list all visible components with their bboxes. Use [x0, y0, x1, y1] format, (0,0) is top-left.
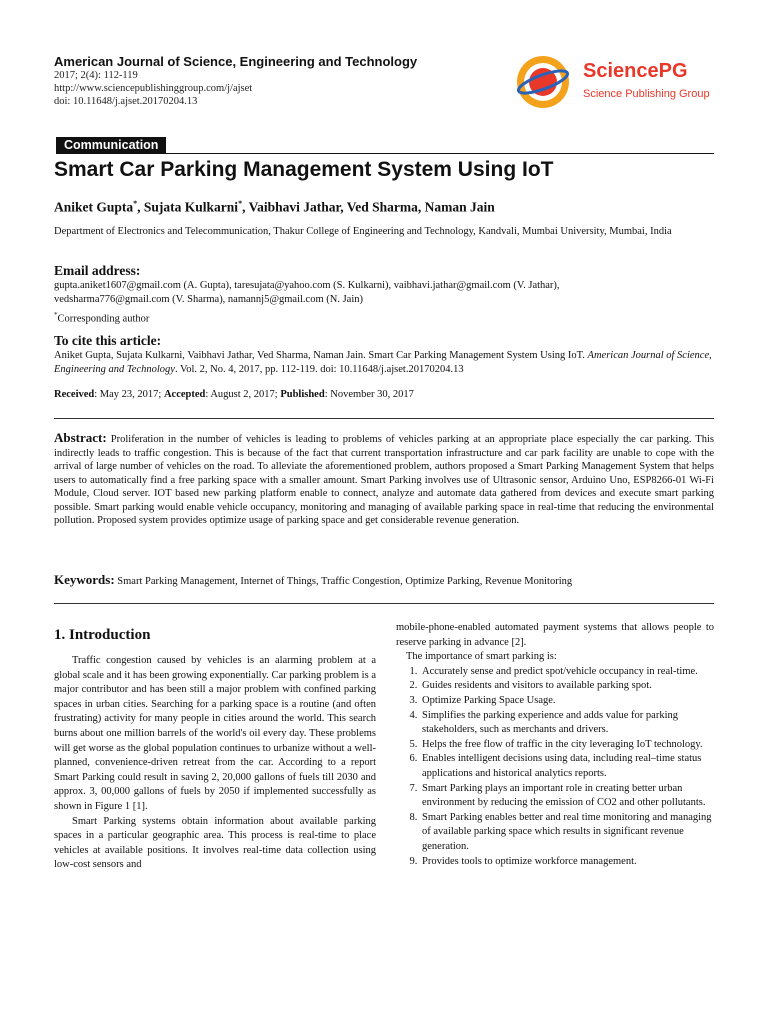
author-list: Aniket Gupta*, Sujata Kulkarni*, Vaibhavi Jathar, Ved Sharma, Naman Jain	[54, 199, 495, 215]
citation-details: . Vol. 2, No. 4, 2017, pp. 112-119. doi: 10.11648/j.ajset.20170204.13	[174, 363, 464, 375]
author-1: Aniket Gupta	[54, 199, 134, 215]
right-column	[396, 621, 714, 869]
divider-bottom	[54, 603, 714, 604]
affiliation: Department of Electronics and Telecommunication, Thakur College of Engineering and Technology, Kandvali, Mumbai University, Mumbai, India	[54, 226, 672, 237]
citation-text	[54, 349, 714, 376]
corresponding-mark: *	[133, 199, 138, 208]
list-item: 3. Optimize Parking Space Usage.	[420, 694, 714, 709]
list-item: 1. Accurately sense and predict spot/vehicle occupancy in real-time.	[420, 665, 714, 680]
email-heading: Email address:	[54, 263, 141, 278]
author-2: Sujata Kulkarni	[143, 199, 239, 215]
intro-paragraph-1: Traffic congestion caused by vehicles is an alarming problem at a global scale and it has been growing exponentially. Car parking problem is a major contributor and has been still a major problem with confined parking spaces in urban cities. Searching for a parking space is a routine (and often frustrating) activity for many people in cities around the world. This search burns about one million barrels of the world's oil every day. These problems will get worse as the global population continues to urbanize without a well-planned, convenience-driven retreat from the car. According to a report Smart Parking could result in saving 2, 20,000 gallons of fuels till 2030 and approx. 3, 00,000 gallons of fuels by 2050 if implemented successfully as shown in Figure 1 [1].	[54, 655, 376, 812]
email-line-1[interactable]: gupta.aniket1607@gmail.com (A. Gupta), taresujata@yahoo.com (S. Kulkarni), vaibhavi.jathar@gmail.com (V. Jathar),	[54, 280, 560, 291]
keywords-text: Smart Parking Management, Internet of Things, Traffic Congestion, Optimize Parking, Revenue Monitoring	[117, 576, 573, 587]
sciencepg-logo	[515, 54, 715, 110]
list-item: 8. Smart Parking enables better and real time monitoring and managing of available parking space which results in significant revenue generation.	[420, 811, 714, 855]
article-type-badge: Communication	[56, 137, 166, 153]
logo-name: SciencePG	[583, 60, 688, 82]
paper-title: Smart Car Parking Management System Using IoT	[54, 158, 554, 181]
article-dates	[54, 389, 414, 400]
intro-heading: 1. Introduction	[54, 627, 151, 643]
list-intro: The importance of smart parking is:	[406, 651, 557, 663]
list-item: 9. Provides tools to optimize workforce management.	[420, 855, 714, 870]
journal-url[interactable]: http://www.sciencepublishinggroup.com/j/ajset	[54, 83, 253, 94]
published-date: : November 30, 2017	[324, 389, 414, 400]
email-block	[54, 279, 714, 326]
list-item: 4. Simplifies the parking experience and adds value for parking stakeholders, such as merchants and drivers.	[420, 709, 714, 738]
cite-heading: To cite this article:	[54, 333, 162, 348]
intro-paragraph-3: mobile-phone-enabled automated payment systems that allows people to reserve parking in advance [2].	[396, 622, 714, 648]
published-label: Published	[280, 389, 325, 400]
journal-title: American Journal of Science, Engineering and Technology	[54, 54, 418, 69]
abstract-label: Abstract:	[54, 430, 107, 445]
corresponding-mark: *	[54, 311, 58, 319]
abstract-text: Proliferation in the number of vehicles is leading to problems of vehicles parking at an appropriate place especially the car parking. This indirectly leads to traffic congestion. This is because of the fact that current transportation infrastructure and car park facility are unable to cope with the arrival of large number of vehicles on the road. To alleviate the aforementioned problem, authors proposed a Smart Parking Management System that helps users to automatically find a free parking space with a smaller amount. Smart Parking involves use of Ultrasonic sensor, Arduino Uno, ESP8266-01 Wi-Fi Module, Cloud server. IOT based new parking platform enable to connect, analyze and automate data gathered from devices and execute smart parking possible. Smart parking would enable vehicle occupancy, monitoring and managing of available parking space in real-time that reducing the environmental pollution. Proposed system provides optimize usage of parking space and get considerable revenue generation.	[54, 434, 714, 526]
title-rule	[56, 153, 714, 154]
received-date: : May 23, 2017;	[94, 389, 164, 400]
issue-line: 2017; 2(4): 112-119	[54, 70, 138, 81]
keywords	[54, 572, 714, 588]
journal-doi: doi: 10.11648/j.ajset.20170204.13	[54, 96, 198, 107]
sciencepg-logo-icon	[515, 54, 571, 110]
divider-top	[54, 418, 714, 419]
corresponding-mark: *	[238, 199, 243, 208]
intro-paragraph-2: Smart Parking systems obtain information about available parking spaces in a particular geographic area. This process is real-time to place vehicles at available positions. It involves real-time data collection using low-cost sensors and	[54, 815, 376, 871]
accepted-label: Accepted	[163, 389, 206, 400]
accepted-date: : August 2, 2017;	[205, 389, 281, 400]
abstract	[54, 431, 714, 528]
received-label: Received	[54, 389, 95, 400]
list-item: 5. Helps the free flow of traffic in the city leveraging IoT technology.	[420, 738, 714, 753]
list-item: 7. Smart Parking plays an important role in creating better urban environment by reducing the emission of CO2 and other pollutants.	[420, 782, 714, 811]
email-line-2[interactable]: vedsharma776@gmail.com (V. Sharma), namannj5@gmail.com (N. Jain)	[54, 293, 363, 305]
citation-journal: American Journal of Science, Engineering and Technology	[54, 350, 712, 375]
list-item: 2. Guides residents and visitors to available parking spot.	[420, 679, 714, 694]
keywords-label: Keywords:	[54, 572, 115, 587]
importance-list	[396, 665, 714, 869]
corresponding-author-note: Corresponding author	[57, 313, 150, 325]
left-column	[54, 627, 376, 873]
citation-authors: Aniket Gupta, Sujata Kulkarni, Vaibhavi Jathar, Ved Sharma, Naman Jain. Smart Car Parking Management System Using IoT.	[54, 350, 585, 361]
logo-subtitle: Science Publishing Group	[583, 88, 710, 100]
list-item: 6. Enables intelligent decisions using data, including real–time status applications and historical analytics reports.	[420, 752, 714, 781]
author-rest: Vaibhavi Jathar, Ved Sharma, Naman Jain	[248, 199, 495, 215]
